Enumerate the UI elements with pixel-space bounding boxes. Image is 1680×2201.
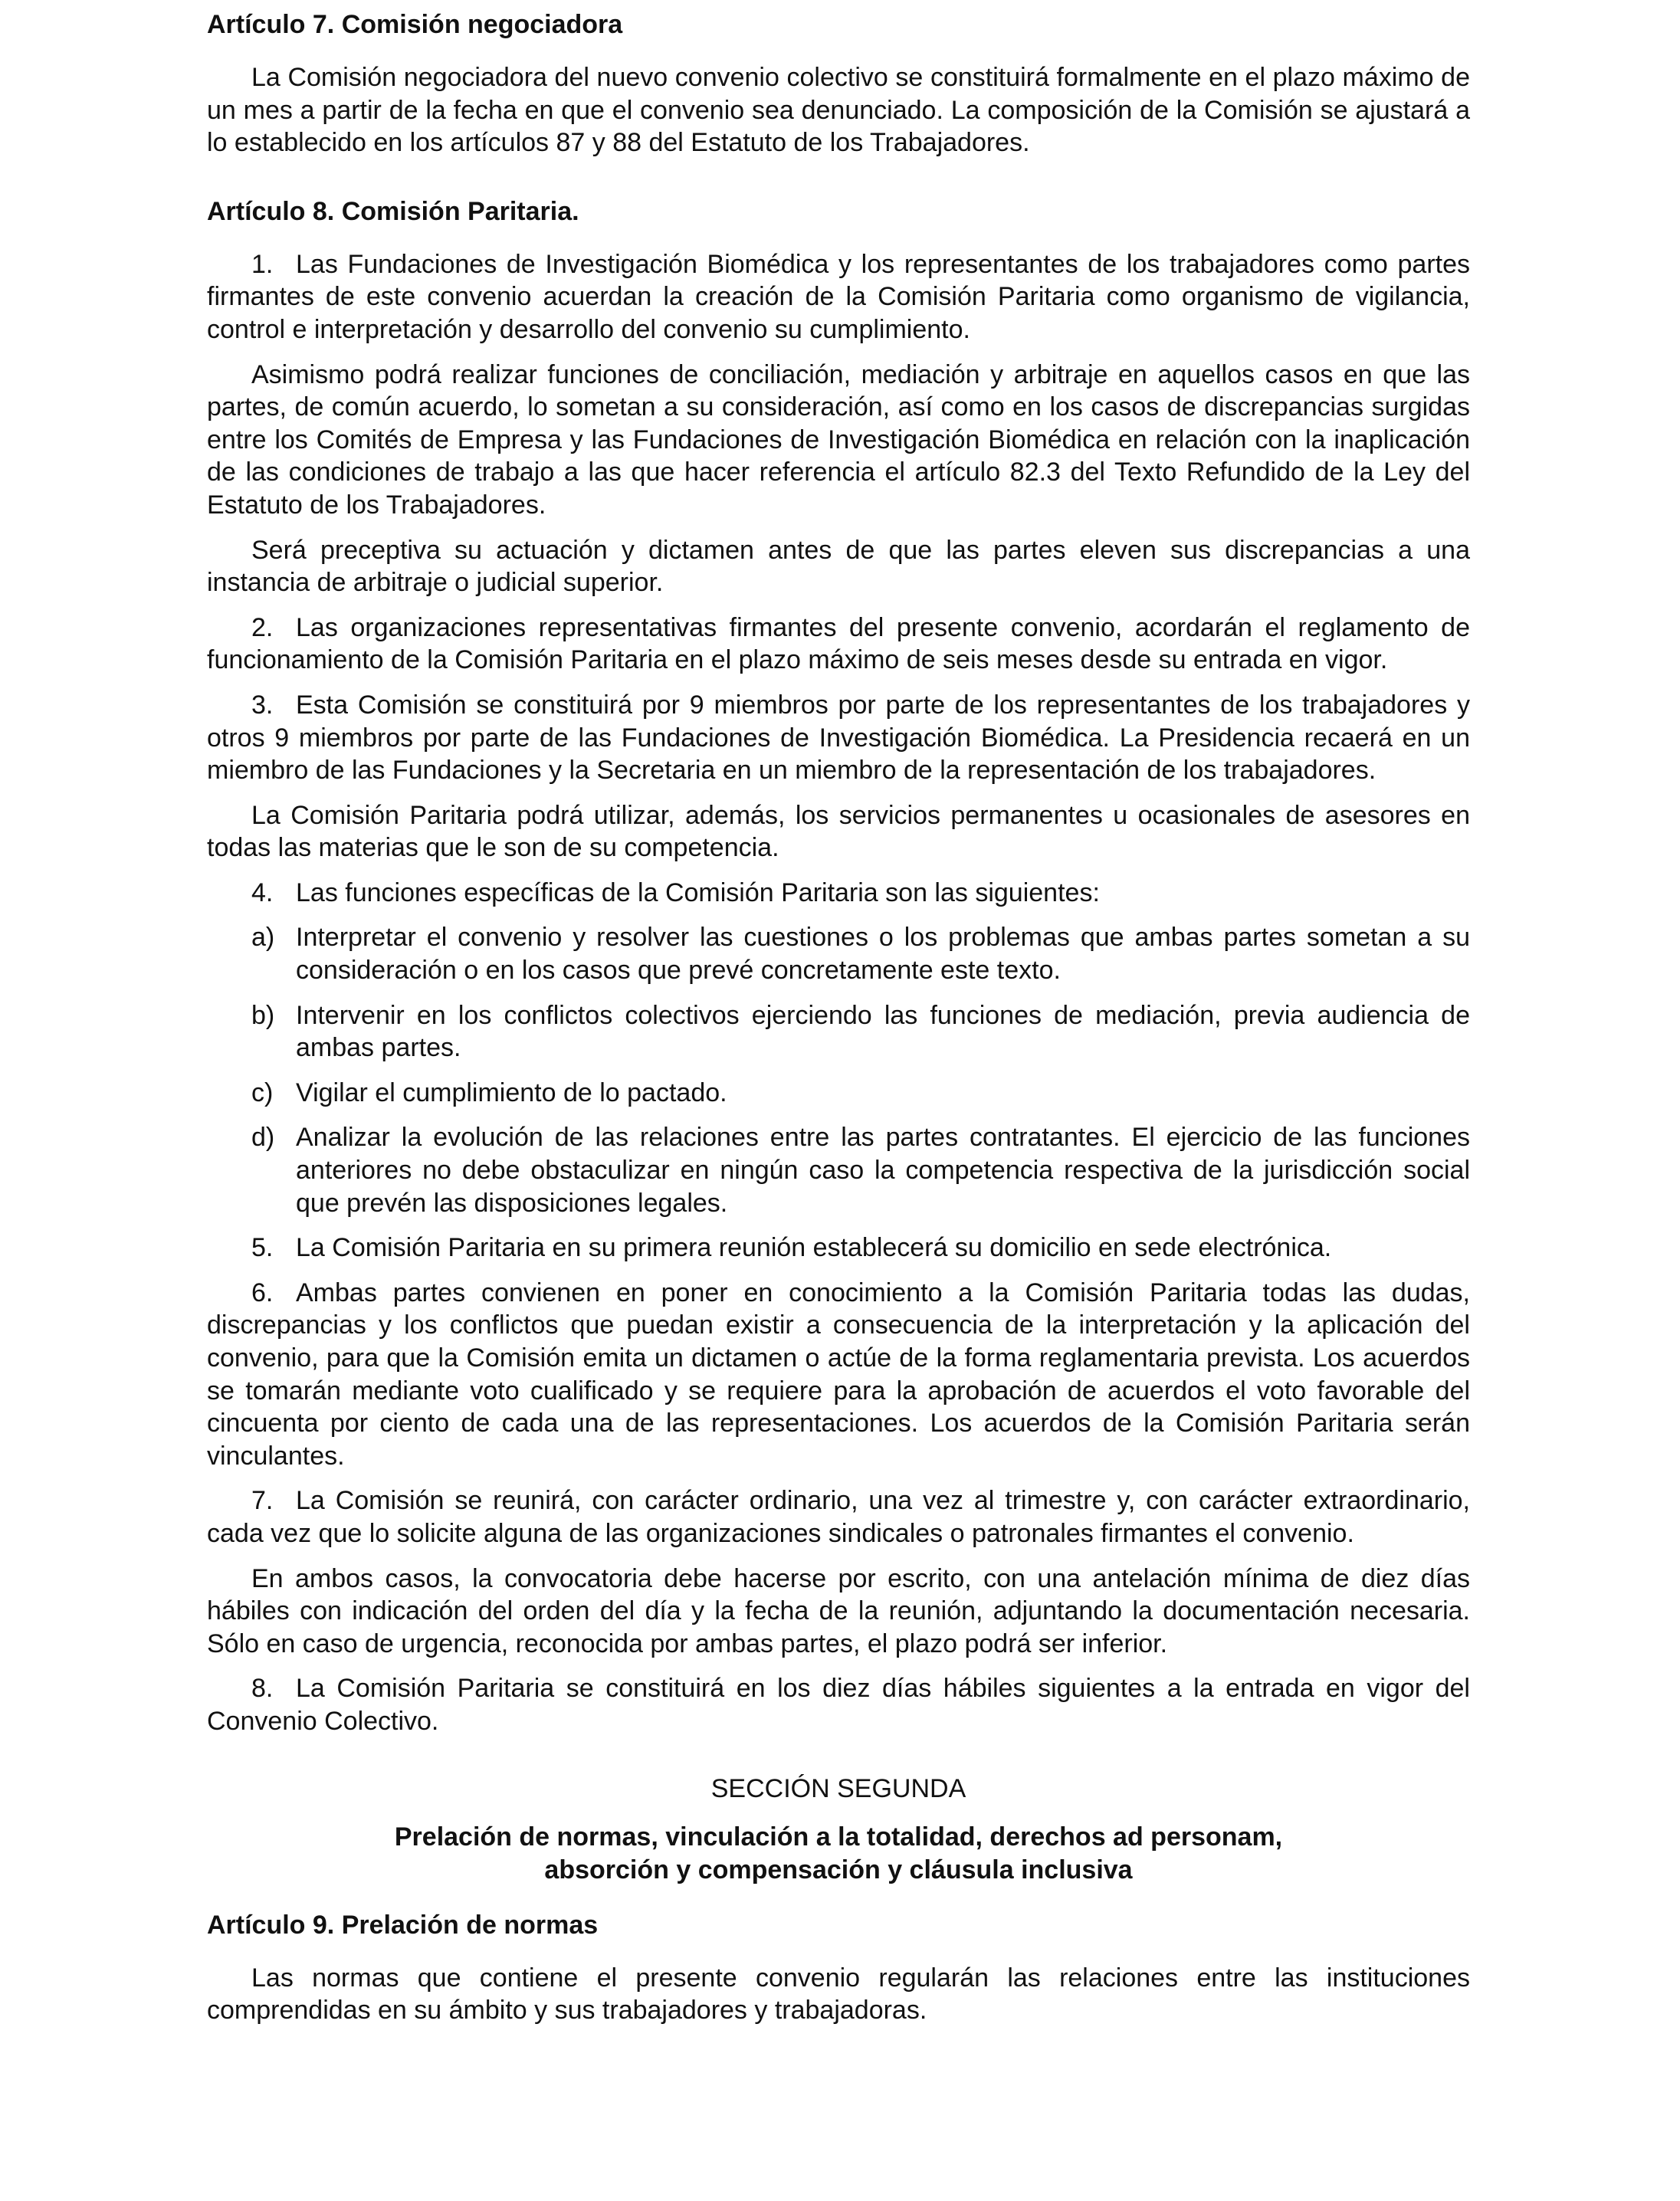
list-marker: d) [251,1123,275,1153]
list-item [207,999,1470,1064]
section-subtitle [207,1821,1470,1887]
article-8-paragraph-7b: En ambos casos, la convocatoria debe hacerse por escrito, con una antelación mínima de diez días hábiles con indicación del orden del día y la fecha de la reunión, adjuntando la documentación necesaria. Sólo en caso de urgencia, reconocida por ambas partes, el plazo podrá ser inferior. [207,1563,1470,1658]
paragraph-number: 2. [251,612,274,642]
article-8-paragraph-2 [207,612,1470,677]
paragraph-text: La Comisión Paritaria se constituirá en los diez días hábiles siguientes a la entrada en vigor del Convenio Colectivo. [207,1674,1470,1736]
article-8-paragraph-3b: La Comisión Paritaria podrá utilizar, además, los servicios permanentes u ocasionales de asesores en todas las materias que le son de su competencia. [207,800,1470,863]
section-subtitle-line-2: absorción y compensación y cláusula inclusiva [544,1855,1133,1884]
paragraph-text: Las funciones específicas de la Comisión Paritaria son las siguientes: [296,877,1100,907]
article-8-paragraph-1c: Será preceptiva su actuación y dictamen antes de que las partes eleven sus discrepancias a una instancia de arbitraje o judicial superior. [207,535,1470,598]
list-marker: c) [251,1078,274,1107]
article-9-paragraph: Las normas que contiene el presente convenio regularán las relaciones entre las instituciones comprendidas en su ámbito y sus trabajadores y trabajadoras. [207,1963,1470,2026]
article-8-heading: Artículo 8. Comisión Paritaria. [207,196,579,226]
list-marker: a) [251,923,275,953]
article-8-paragraph-5 [207,1232,1470,1265]
article-8-paragraph-7 [207,1484,1470,1550]
paragraph-number: 1. [251,249,274,279]
article-8-paragraph-4 [207,877,1470,910]
section-title: SECCIÓN SEGUNDA [710,1773,966,1803]
paragraph-number: 3. [251,690,274,720]
paragraph-text: Las Fundaciones de Investigación Biomédica y los representantes de los trabajadores como partes firmantes de este convenio acuerdan la creación de la Comisión Paritaria como organismo de vigilancia, control e interpretación y desarrollo del convenio su cumplimiento. [207,249,1470,344]
list-marker: b) [251,1000,275,1030]
paragraph-text: Esta Comisión se constituirá por 9 miembros por parte de los representantes de los trabajadores y otros 9 miembros por parte de las Fundaciones de Investigación Biomédica. La Presidencia recaerá en un miembro de las Fundaciones y la Secretaria en un miembro de la representación de los trabajadores. [207,690,1470,786]
section-subtitle-line-1: Prelación de normas, vinculación a la totalidad, derechos ad personam, [394,1822,1283,1852]
article-8-paragraph-6 [207,1277,1470,1473]
list-item [207,921,1470,986]
article-8-paragraph-1 [207,248,1470,346]
article-7-paragraph: La Comisión negociadora del nuevo convenio colectivo se constituirá formalmente en el plazo máximo de un mes a partir de la fecha en que el convenio sea denunciado. La composición de la Comisión se ajustará a lo establecido en los artículos 87 y 88 del Estatuto de los Trabajadores. [207,63,1470,158]
list-item-text: Analizar la evolución de las relaciones entre las partes contratantes. El ejercicio de las funciones anteriores no debe obstaculizar en ningún caso la competencia respectiva de la jurisdicción social que prevén las disposiciones legales. [296,1123,1470,1218]
list-item-text: Interpretar el convenio y resolver las cuestiones o los problemas que ambas partes sometan a su consideración o en los casos que prevé concretamente este texto. [296,923,1470,986]
article-9-heading: Artículo 9. Prelación de normas [207,1910,599,1940]
paragraph-number: 5. [251,1233,274,1263]
article-8-paragraph-1b: Asimismo podrá realizar funciones de conciliación, mediación y arbitraje en aquellos casos en que las partes, de común acuerdo, lo sometan a su consideración, así como en los casos de discrepancias surgidas entre los Comités de Empresa y las Fundaciones de Investigación Biomédica en relación con la inaplicación de las condiciones de trabajo a las que hacer referencia el artículo 82.3 del Texto Refundido de la Ley del Estatuto de los Trabajadores. [207,359,1470,520]
article-8-paragraph-8 [207,1672,1470,1737]
paragraph-number: 7. [251,1486,274,1516]
list-item [207,1121,1470,1219]
list-item [207,1077,1470,1110]
paragraph-text: Las organizaciones representativas firmantes del presente convenio, acordarán el reglamento de funcionamiento de la Comisión Paritaria en el plazo máximo de seis meses desde su entrada en vigor. [207,612,1470,675]
paragraph-text: Ambas partes convienen en poner en conocimiento a la Comisión Paritaria todas las dudas, discrepancias y los conflictos que puedan existir a consecuencia de la interpretación y la aplicación del convenio, para que la Comisión emita un dictamen o actúe de la forma reglamentaria prevista. Los acuerdos se tomarán mediante voto cualificado y se requiere para la aprobación de acuerdos el voto favorable del cincuenta por ciento de cada una de las representaciones. Los acuerdos de la Comisión Paritaria serán vinculantes. [207,1278,1470,1471]
article-7-heading: Artículo 7. Comisión negociadora [207,10,623,39]
article-8-paragraph-3 [207,689,1470,787]
list-item-text: Intervenir en los conflictos colectivos ejerciendo las funciones de mediación, previa audiencia de ambas partes. [296,1000,1470,1063]
paragraph-number: 4. [251,877,274,907]
paragraph-number: 8. [251,1674,274,1704]
paragraph-number: 6. [251,1278,274,1307]
paragraph-text: La Comisión se reunirá, con carácter ordinario, una vez al trimestre y, con carácter extraordinario, cada vez que lo solicite alguna de las organizaciones sindicales o patronales firmantes el convenio. [207,1486,1470,1548]
list-item-text: Vigilar el cumplimiento de lo pactado. [296,1078,727,1107]
paragraph-text: La Comisión Paritaria en su primera reunión establecerá su domicilio en sede electrónica. [296,1233,1332,1263]
